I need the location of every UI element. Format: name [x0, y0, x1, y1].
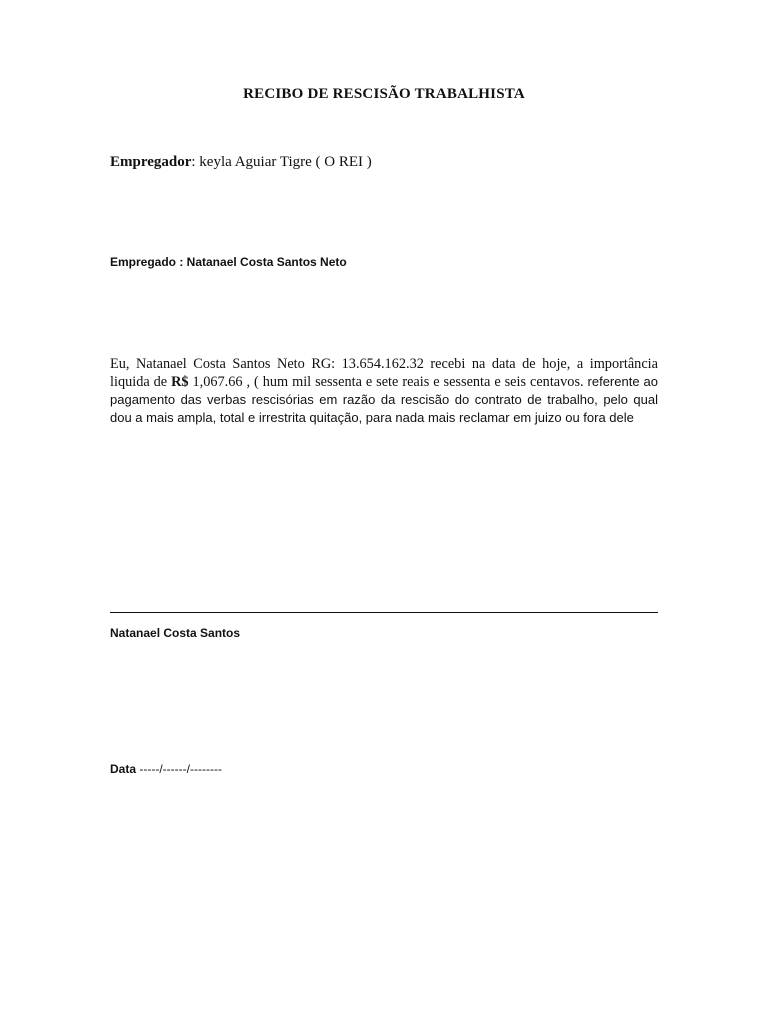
currency-symbol: R$ — [171, 374, 189, 390]
employer-label: Empregador — [110, 154, 192, 170]
receipt-body-intro: Eu, Natanael Costa Santos Neto RG: 13.654.162.32 recebi na data de hoje, a importância liquida de — [110, 356, 658, 390]
employer-value: : keyla Aguiar Tigre ( O REI ) — [191, 154, 372, 170]
receipt-body-reference: referente ao pagamento das verbas rescisórias em razão da rescisão do contrato de trabalho, pelo qual dou a mais ampla, total e irrestrita quitação, para nada mais reclamar em juizo ou fora dele — [110, 374, 659, 425]
receipt-body — [110, 356, 658, 427]
date-label: Data — [110, 762, 137, 776]
date-line — [110, 762, 222, 776]
receipt-amount-text: 1,067.66 , ( hum mil sessenta e sete reais e sessenta e seis centavos. — [188, 374, 588, 390]
signature-line — [110, 612, 658, 613]
signature-name: Natanael Costa Santos — [110, 626, 241, 640]
date-placeholder: -----/------/-------- — [136, 762, 222, 776]
employee-line: Empregado : Natanael Costa Santos Neto — [110, 255, 347, 269]
document-title: RECIBO DE RESCISÃO TRABALHISTA — [243, 86, 525, 102]
employer-line — [110, 154, 372, 171]
